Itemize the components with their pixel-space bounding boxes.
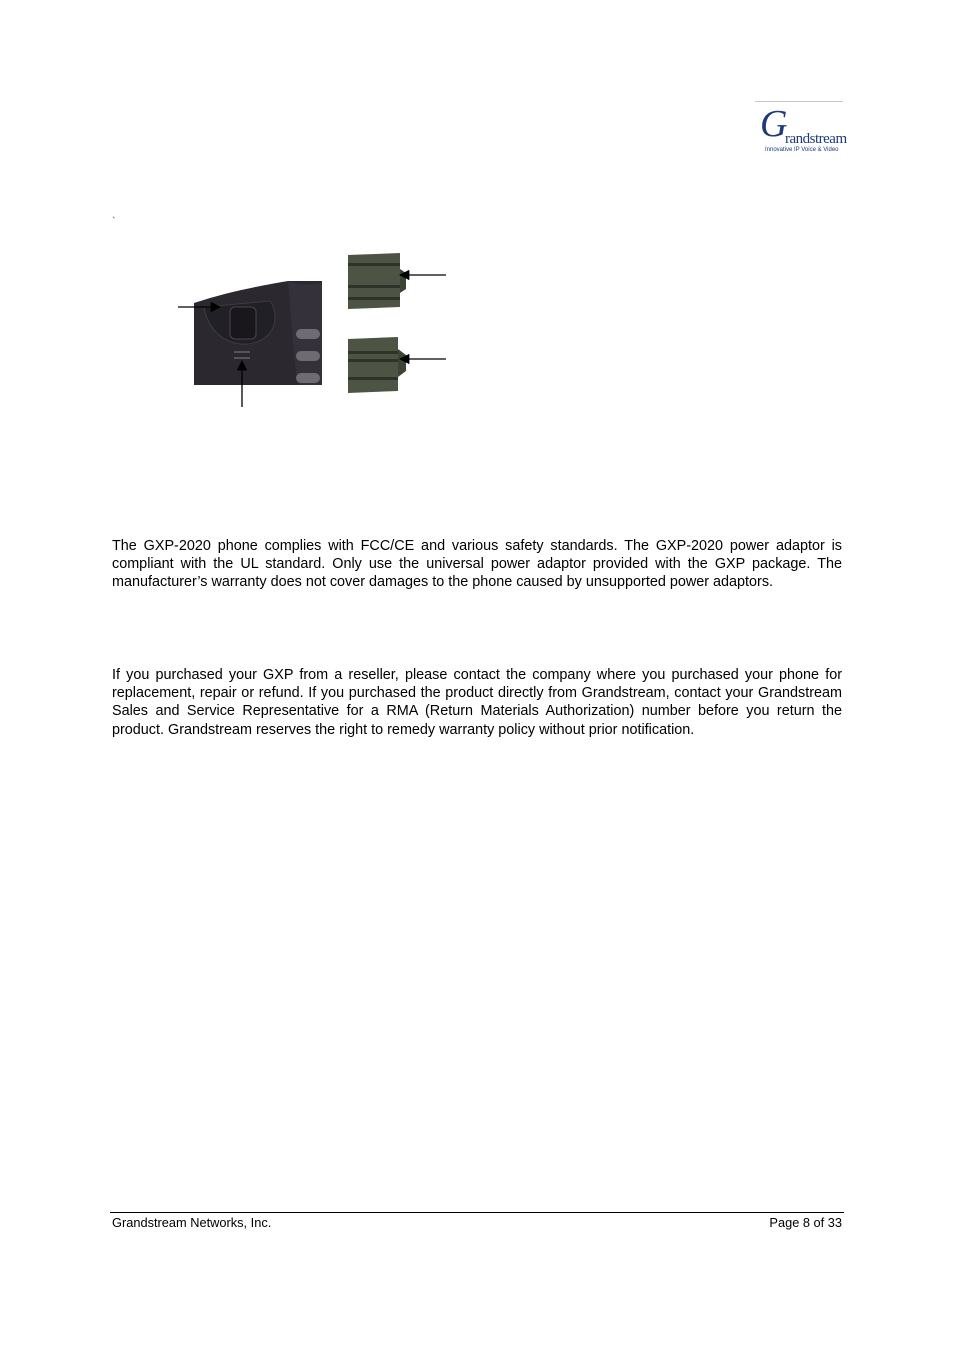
figure-illustration [170, 245, 460, 415]
phone-stand-figure [170, 245, 460, 415]
phone-base-photo [194, 281, 322, 385]
logo-wordmark: randstream [785, 131, 847, 147]
warranty-paragraph: If you purchased your GXP from a reseller, please contact the company where you purchased your phone for replacement, repair or refund. If you purchased the product directly from Grandstream, contact your Grandstream Sales and Service Representative for a RMA (Return Materials Authorization) number before you return the product. Grandstream reserves the right to remedy warranty policy without prior notification. [112, 667, 842, 738]
footer-company: Grandstream Networks, Inc. [112, 1215, 272, 1230]
footer-divider [110, 1212, 844, 1213]
stand-clip-top [348, 253, 406, 309]
footer-page-number: Page 8 of 33 [769, 1215, 842, 1230]
stand-clip-bottom [348, 337, 406, 393]
safety-compliance-paragraph: The GXP-2020 phone complies with FCC/CE and various safety standards. The GXP-2020 power adaptor is compliant with the UL standard. Only use the universal power adaptor provided with the GXP package. The manufacturer’s warranty does not cover damages to the phone caused by unsupported power adaptors. [112, 538, 842, 591]
logo-initial: G [760, 103, 788, 145]
grandstream-logo [755, 101, 847, 159]
stray-mark: ` [112, 216, 116, 228]
logo-tagline: Innovative IP Voice & Video [765, 147, 839, 153]
logo-divider [755, 101, 843, 102]
